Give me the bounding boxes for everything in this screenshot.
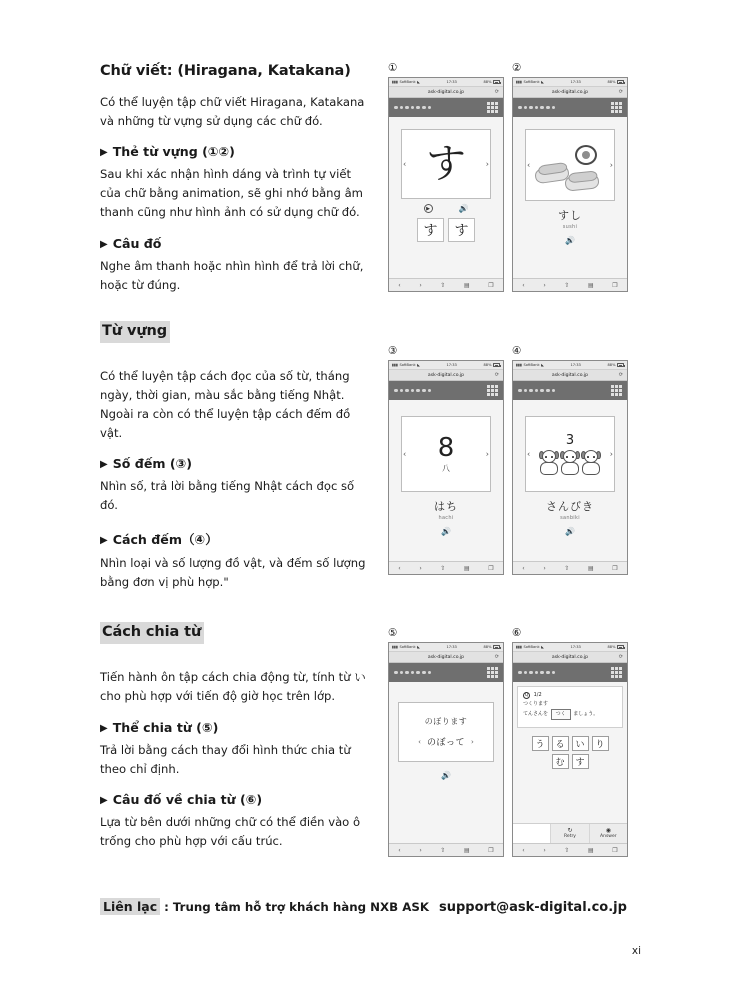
back-icon[interactable]: ‹	[398, 564, 401, 572]
sushi-illustration	[533, 139, 607, 191]
question-mark-icon: Q	[524, 693, 529, 698]
clock: 17:33	[570, 80, 581, 84]
answer-icon: ◉	[605, 827, 611, 834]
number-card[interactable]	[401, 416, 491, 492]
triangle-bullet-icon: ▶	[100, 795, 108, 807]
section-heading-wrap	[100, 621, 370, 656]
speaker-icon[interactable]: 🔊	[458, 203, 469, 213]
subsection-body: Nhìn loại và số lượng đồ vật, và đếm số lượng bằng đơn vị phù hợp."	[100, 555, 366, 589]
bookmarks-icon[interactable]: ▤	[587, 564, 594, 572]
app-header	[389, 663, 503, 682]
subsection-title	[100, 144, 370, 159]
reload-icon[interactable]: ⟳	[494, 89, 499, 95]
battery-icon	[493, 363, 500, 367]
forward-icon[interactable]: ›	[543, 564, 546, 572]
quiz-suffix: ましょう。	[573, 711, 599, 717]
progress-dots-icon	[394, 106, 431, 110]
phone-mockup-3	[388, 345, 504, 575]
bookmarks-icon[interactable]: ▤	[463, 846, 470, 854]
figure-number: ⑤	[388, 627, 398, 639]
example-card[interactable]: す	[417, 218, 444, 242]
phone-mockup-4	[512, 345, 628, 575]
subsection-label: Số đếm (③)	[112, 456, 193, 472]
progress-dots-icon	[518, 389, 555, 393]
retry-button[interactable]: ↻ Retry	[550, 824, 588, 843]
wifi-icon: ◣	[541, 363, 544, 367]
tabs-icon[interactable]: ❐	[612, 281, 618, 289]
section-heading: Cách chia từ	[100, 622, 204, 644]
choice-grid-row2	[517, 754, 623, 769]
phone-mockup-5	[388, 627, 504, 857]
share-icon[interactable]: ⇧	[440, 846, 446, 854]
signal-icon: ▮▮▮	[392, 645, 398, 649]
phone-frame	[512, 360, 628, 575]
battery-percent: 88%	[607, 80, 616, 84]
signal-icon: ▮▮▮	[516, 363, 522, 367]
app-header	[389, 98, 503, 117]
retry-icon: ↻	[567, 827, 573, 834]
choice-tile[interactable]: る	[552, 736, 569, 751]
signal-icon: ▮▮▮	[392, 363, 398, 367]
bookmarks-icon[interactable]: ▤	[463, 281, 470, 289]
bookmarks-icon[interactable]: ▤	[463, 564, 470, 572]
back-icon[interactable]: ‹	[522, 564, 525, 572]
tabs-icon[interactable]: ❐	[488, 846, 494, 854]
choice-tile[interactable]: す	[572, 754, 589, 769]
phone-mockup-1	[388, 62, 504, 292]
back-icon[interactable]: ‹	[522, 846, 525, 854]
triangle-bullet-icon: ▶	[100, 722, 108, 734]
signal-icon: ▮▮▮	[516, 645, 522, 649]
controls-row	[394, 772, 498, 780]
share-icon[interactable]: ⇧	[440, 281, 446, 289]
share-icon[interactable]: ⇧	[440, 564, 446, 572]
carrier-label: ▮▮▮ SoftBank ◣	[392, 80, 420, 84]
quiz-header-row	[523, 691, 617, 700]
word-romaji: sanbiki	[560, 515, 580, 521]
quiz-empty-slot	[513, 824, 550, 843]
count-number: 3	[565, 433, 575, 448]
signal-icon: ▮▮▮	[392, 80, 398, 84]
url-text: ask-digital.co.jp	[551, 372, 589, 378]
section-tu-vung	[100, 320, 370, 591]
battery-percent: 88%	[483, 80, 492, 84]
url-text: ask-digital.co.jp	[427, 654, 465, 660]
browser-url-bar[interactable]	[389, 652, 503, 663]
conjugation-answer-row	[418, 735, 474, 748]
browser-url-bar[interactable]	[389, 370, 503, 381]
subsection-title	[100, 456, 370, 471]
menu-grid-icon[interactable]	[611, 102, 622, 113]
phone-frame	[388, 642, 504, 857]
big-number: 8	[437, 432, 455, 463]
kanji-number: 八	[442, 463, 450, 473]
carrier-label: ▮▮▮ SoftBank ◣	[516, 80, 544, 84]
contact-footer	[100, 898, 627, 915]
browser-url-bar[interactable]	[513, 370, 627, 381]
word-reading: はち	[434, 500, 458, 513]
quiz-question-panel	[517, 686, 623, 728]
reload-icon[interactable]: ⟳	[618, 89, 623, 95]
forward-icon[interactable]: ›	[419, 281, 422, 289]
answer-button[interactable]: ◉ Answer	[589, 824, 627, 843]
phone-frame	[388, 360, 504, 575]
example-cards	[417, 218, 475, 242]
signal-icon: ▮▮▮	[516, 80, 522, 84]
subsection-body: Trả lời bằng cách thay đổi hình thức chia từ theo chỉ định.	[100, 742, 351, 776]
prev-arrow-icon[interactable]: ‹	[527, 449, 531, 459]
battery-percent: 88%	[483, 363, 492, 367]
forward-icon[interactable]: ›	[419, 846, 422, 854]
browser-tabbar	[513, 843, 627, 856]
figure-number: ④	[512, 345, 522, 357]
contact-label: Liên lạc	[100, 898, 160, 915]
back-icon[interactable]: ‹	[398, 281, 401, 289]
quiz-line-2	[523, 709, 617, 720]
reload-icon[interactable]: ⟳	[494, 372, 499, 378]
subsection-body: Nhìn số, trả lời bằng tiếng Nhật cách đọc số đó.	[100, 479, 355, 513]
figure-number: ①	[388, 62, 398, 74]
menu-grid-icon[interactable]	[611, 385, 622, 396]
triangle-bullet-icon: ▶	[100, 147, 108, 159]
browser-tabbar	[389, 561, 503, 574]
app-header	[513, 663, 627, 682]
app-screen	[513, 117, 627, 278]
prev-arrow-icon[interactable]: ‹	[403, 449, 407, 459]
triangle-bullet-icon: ▶	[100, 238, 108, 250]
progress-dots-icon	[518, 106, 555, 110]
page-number: xi	[631, 945, 641, 957]
conjugation-form: のぼって	[426, 738, 465, 748]
forward-icon[interactable]: ›	[543, 846, 546, 854]
carrier-label: ▮▮▮ SoftBank ◣	[392, 363, 420, 367]
clock: 17:33	[446, 645, 457, 649]
subsection-label: Câu đố về chia từ (⑥)	[112, 792, 263, 808]
wifi-icon: ◣	[417, 363, 420, 367]
section-chu-viet	[100, 62, 370, 294]
section-heading-wrap	[100, 320, 370, 355]
share-icon[interactable]: ⇧	[564, 564, 570, 572]
word-reading: すし	[558, 209, 582, 222]
progress-dots-icon	[518, 671, 555, 675]
subsection-label: Câu đố	[112, 235, 162, 251]
clock: 17:33	[446, 80, 457, 84]
wifi-icon: ◣	[541, 645, 544, 649]
subsection-body: Nghe âm thanh hoặc nhìn hình để trả lời chữ, hoặc từ đúng.	[100, 258, 364, 292]
subsection-title	[100, 720, 370, 735]
quiz-button-bar	[513, 823, 627, 843]
app-screen	[389, 400, 503, 561]
bookmarks-icon[interactable]: ▤	[587, 281, 594, 289]
clock: 17:33	[570, 645, 581, 649]
contact-text: : Trung tâm hỗ trợ khách hàng NXB ASK	[164, 900, 429, 914]
prev-arrow-icon[interactable]: ‹	[527, 160, 531, 170]
next-arrow-icon[interactable]: ›	[485, 449, 489, 459]
conjugation-card[interactable]	[398, 702, 494, 762]
app-screen	[389, 682, 503, 843]
choice-tile[interactable]: り	[592, 736, 609, 751]
speaker-icon[interactable]: 🔊	[565, 527, 575, 536]
carrier-label: ▮▮▮ SoftBank ◣	[392, 645, 420, 649]
subsection-body: Sau khi xác nhận hình dáng và trình tự viết của chữ bằng animation, sẽ ghi nhớ bằng âm thanh cũng như hình ảnh có sử dụng chữ đó.	[100, 167, 363, 219]
carrier-label: ▮▮▮ SoftBank ◣	[516, 645, 544, 649]
browser-tabbar	[513, 561, 627, 574]
progress-dots-icon	[394, 389, 431, 393]
conjugation-base: のぼります	[424, 717, 468, 726]
phone-frame	[512, 642, 628, 857]
controls-row	[518, 237, 622, 245]
subsection-title	[100, 529, 370, 548]
choice-tile[interactable]: む	[552, 754, 569, 769]
quiz-prefix: てんさんを	[523, 711, 549, 717]
clock: 17:33	[446, 363, 457, 367]
choice-tile[interactable]: い	[572, 736, 589, 751]
quiz-blank[interactable]: つく	[551, 709, 571, 720]
subsection-label: Cách đếm（④）	[112, 531, 218, 547]
reload-icon[interactable]: ⟳	[618, 654, 623, 660]
browser-url-bar[interactable]	[513, 652, 627, 663]
phone-frame	[512, 77, 628, 292]
reload-icon[interactable]: ⟳	[494, 654, 499, 660]
image-card[interactable]	[525, 129, 615, 201]
status-bar	[513, 361, 627, 370]
prev-arrow-icon[interactable]: ‹	[403, 159, 407, 169]
url-text: ask-digital.co.jp	[427, 89, 465, 95]
menu-grid-icon[interactable]	[487, 385, 498, 396]
battery-icon	[617, 363, 624, 367]
share-icon[interactable]: ⇧	[564, 281, 570, 289]
url-text: ask-digital.co.jp	[551, 89, 589, 95]
wifi-icon: ◣	[541, 80, 544, 84]
figure-number: ③	[388, 345, 398, 357]
figure-number: ②	[512, 62, 522, 74]
figure-number: ⑥	[512, 627, 522, 639]
example-card[interactable]: す	[448, 218, 475, 242]
choice-tile[interactable]: う	[532, 736, 549, 751]
app-header	[513, 381, 627, 400]
back-icon[interactable]: ‹	[398, 846, 401, 854]
prev-arrow-icon[interactable]: ‹	[418, 737, 421, 746]
menu-grid-icon[interactable]	[487, 102, 498, 113]
wifi-icon: ◣	[417, 645, 420, 649]
section-cach-chia-tu	[100, 621, 370, 851]
browser-url-bar[interactable]	[513, 87, 627, 98]
app-header	[513, 98, 627, 117]
subsection-title	[100, 792, 370, 807]
tabs-icon[interactable]: ❐	[612, 846, 618, 854]
next-arrow-icon[interactable]: ›	[485, 159, 489, 169]
reload-icon[interactable]: ⟳	[618, 372, 623, 378]
phone-mockup-2	[512, 62, 628, 292]
tabs-icon[interactable]: ❐	[612, 564, 618, 572]
next-arrow-icon[interactable]: ›	[609, 160, 613, 170]
section-heading: Chữ viết: (Hiragana, Katakana)	[100, 63, 351, 79]
quiz-line-1: つくります	[523, 701, 549, 707]
wifi-icon: ◣	[417, 80, 420, 84]
play-button[interactable]: ▶	[424, 204, 433, 213]
subsection-body: Lựa từ bên dưới những chữ có thể điền vào ô trống cho phù hợp với cấu trúc.	[100, 815, 361, 849]
back-icon[interactable]: ‹	[522, 281, 525, 289]
section-intro: Tiến hành ôn tập cách chia động từ, tính từ い cho phù hợp với tiến độ giờ học trên lớp.	[100, 670, 366, 704]
share-icon[interactable]: ⇧	[564, 846, 570, 854]
subsection-label: Thể chia từ (⑤)	[112, 719, 219, 735]
browser-tabbar	[389, 278, 503, 291]
battery-percent: 88%	[607, 645, 616, 649]
speaker-icon[interactable]: 🔊	[441, 527, 451, 536]
battery-icon	[617, 80, 624, 84]
browser-tabbar	[389, 843, 503, 856]
word-reading: さんびき	[546, 500, 594, 513]
forward-icon[interactable]: ›	[543, 281, 546, 289]
choice-grid	[517, 736, 623, 751]
progress-dots-icon	[394, 671, 431, 675]
clock: 17:33	[570, 363, 581, 367]
subsection-title	[100, 236, 370, 251]
next-arrow-icon[interactable]: ›	[609, 449, 613, 459]
tabs-icon[interactable]: ❐	[488, 564, 494, 572]
phone-frame	[388, 77, 504, 292]
quiz-progress: 1/2	[533, 692, 542, 698]
big-character: す	[426, 141, 466, 187]
battery-icon	[617, 645, 624, 649]
phone-mockup-6	[512, 627, 628, 857]
subsection-label: Thẻ từ vựng (①②)	[112, 144, 235, 160]
word-romaji: hachi	[438, 515, 454, 521]
speaker-icon[interactable]: 🔊	[441, 771, 451, 780]
app-screen	[389, 117, 503, 278]
battery-percent: 88%	[607, 363, 616, 367]
status-bar	[389, 643, 503, 652]
forward-icon[interactable]: ›	[419, 564, 422, 572]
controls-row	[518, 528, 622, 536]
contact-email[interactable]: support@ask-digital.co.jp	[438, 900, 627, 915]
carrier-label: ▮▮▮ SoftBank ◣	[516, 363, 544, 367]
controls-row	[394, 204, 498, 213]
count-card[interactable]	[525, 416, 615, 492]
browser-url-bar[interactable]	[389, 87, 503, 98]
status-bar	[513, 78, 627, 87]
app-header	[389, 381, 503, 400]
next-arrow-icon[interactable]: ›	[471, 737, 474, 746]
status-bar	[513, 643, 627, 652]
tabs-icon[interactable]: ❐	[488, 281, 494, 289]
status-bar	[389, 361, 503, 370]
battery-percent: 88%	[483, 645, 492, 649]
menu-grid-icon[interactable]	[611, 667, 622, 678]
battery-icon	[493, 645, 500, 649]
section-intro: Có thể luyện tập cách đọc của số từ, tháng ngày, thời gian, màu sắc bằng tiếng Nhật. Ngoài ra còn có thể luyện tập cách đếm đồ vật.	[100, 369, 351, 440]
menu-grid-icon[interactable]	[487, 667, 498, 678]
word-romaji: sushi	[562, 224, 578, 230]
character-card[interactable]	[401, 129, 491, 199]
triangle-bullet-icon: ▶	[100, 534, 108, 546]
section-heading: Từ vựng	[100, 321, 170, 343]
url-text: ask-digital.co.jp	[551, 654, 589, 660]
app-screen	[513, 682, 627, 843]
browser-tabbar	[513, 278, 627, 291]
controls-row	[394, 528, 498, 536]
text-column	[100, 62, 370, 865]
url-text: ask-digital.co.jp	[427, 372, 465, 378]
speaker-icon[interactable]: 🔊	[565, 236, 575, 245]
triangle-bullet-icon: ▶	[100, 459, 108, 471]
section-intro: Có thể luyện tập chữ viết Hiragana, Katakana và những từ vựng sử dụng các chữ đó.	[100, 94, 365, 128]
dogs-illustration	[539, 450, 601, 475]
app-screen	[513, 400, 627, 561]
status-bar	[389, 78, 503, 87]
bookmarks-icon[interactable]: ▤	[587, 846, 594, 854]
battery-icon	[493, 80, 500, 84]
